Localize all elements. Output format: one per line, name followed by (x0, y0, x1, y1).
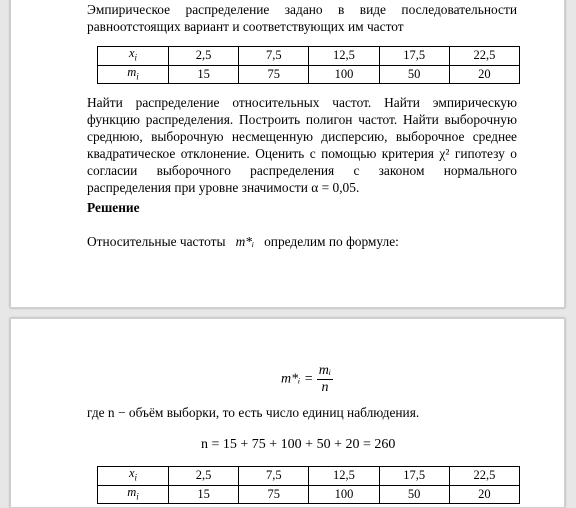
table-cell: 15 (169, 65, 239, 84)
row-header-m: $m_i$ (98, 65, 169, 84)
table-row (98, 65, 520, 84)
table-cell: 20 (449, 485, 519, 504)
table-cell: 75 (239, 485, 309, 504)
relative-frequency-formula (281, 363, 333, 396)
document-page-2 (10, 318, 565, 508)
intro-text: Эмпирическое распределение задано в виде последовательности равноотстоящих вариант и соответствующих им частот (87, 2, 517, 34)
table-cell: 15 (169, 485, 239, 504)
table-cell: 7,5 (239, 47, 309, 66)
table-cell: 12,5 (309, 467, 379, 486)
formula-denominator: n (321, 380, 329, 395)
table-cell: 20 (449, 65, 519, 84)
table-cell: 22,5 (449, 467, 519, 486)
table-row (98, 47, 520, 66)
table-cell: 100 (309, 485, 379, 504)
table-cell: 17,5 (379, 47, 449, 66)
relfreq-symbol: m*ᵢ (235, 234, 255, 249)
where-paragraph (87, 404, 517, 421)
table-cell: 12,5 (309, 47, 379, 66)
task-text: Найти распределение относительных частот. Найти эмпирическую функцию распределения. Построить полигон частот. Найти выборочную среднюю, выборочную несмещенную дисперсию, выборочное среднее квадратическое отклонение. Оценить с помощью критерия χ² гипотезу о согласии выборочного распределения с законом нормального распределения при уровне значимости α = 0,05. (87, 95, 517, 195)
frequency-table (97, 46, 520, 84)
relfreq-text-before: Относительные частоты (87, 234, 226, 249)
table-cell: 100 (309, 65, 379, 84)
row-header-x: $x_i$ (98, 47, 169, 66)
table-cell: 75 (239, 65, 309, 84)
frequency-table-2 (97, 466, 520, 504)
table-cell: 2,5 (169, 467, 239, 486)
row-header-x: $x_i$ (98, 467, 169, 486)
table-cell: 50 (379, 65, 449, 84)
formula-lhs: m*ᵢ = (281, 371, 314, 387)
where-text: где n − объём выборки, то есть число единиц наблюдения. (87, 405, 420, 420)
table-cell: 50 (379, 485, 449, 504)
sum-formula: n = 15 + 75 + 100 + 50 + 20 = 260 (201, 437, 396, 452)
relative-frequency-line (87, 233, 517, 250)
task-paragraph (87, 94, 517, 196)
row-header-m: $m_i$ (98, 485, 169, 504)
table-row (98, 467, 520, 486)
table-cell: 7,5 (239, 467, 309, 486)
table-cell: 17,5 (379, 467, 449, 486)
table-row (98, 485, 520, 504)
document-page-1 (10, 0, 565, 308)
relfreq-text-after: определим по формуле: (264, 234, 399, 249)
table-cell: 2,5 (169, 47, 239, 66)
table-cell: 22,5 (449, 47, 519, 66)
formula-fraction (317, 363, 333, 396)
solution-heading: Решение (87, 200, 140, 215)
sample-size-formula (201, 437, 395, 453)
intro-paragraph (87, 1, 517, 35)
formula-numerator: mᵢ (318, 363, 332, 378)
